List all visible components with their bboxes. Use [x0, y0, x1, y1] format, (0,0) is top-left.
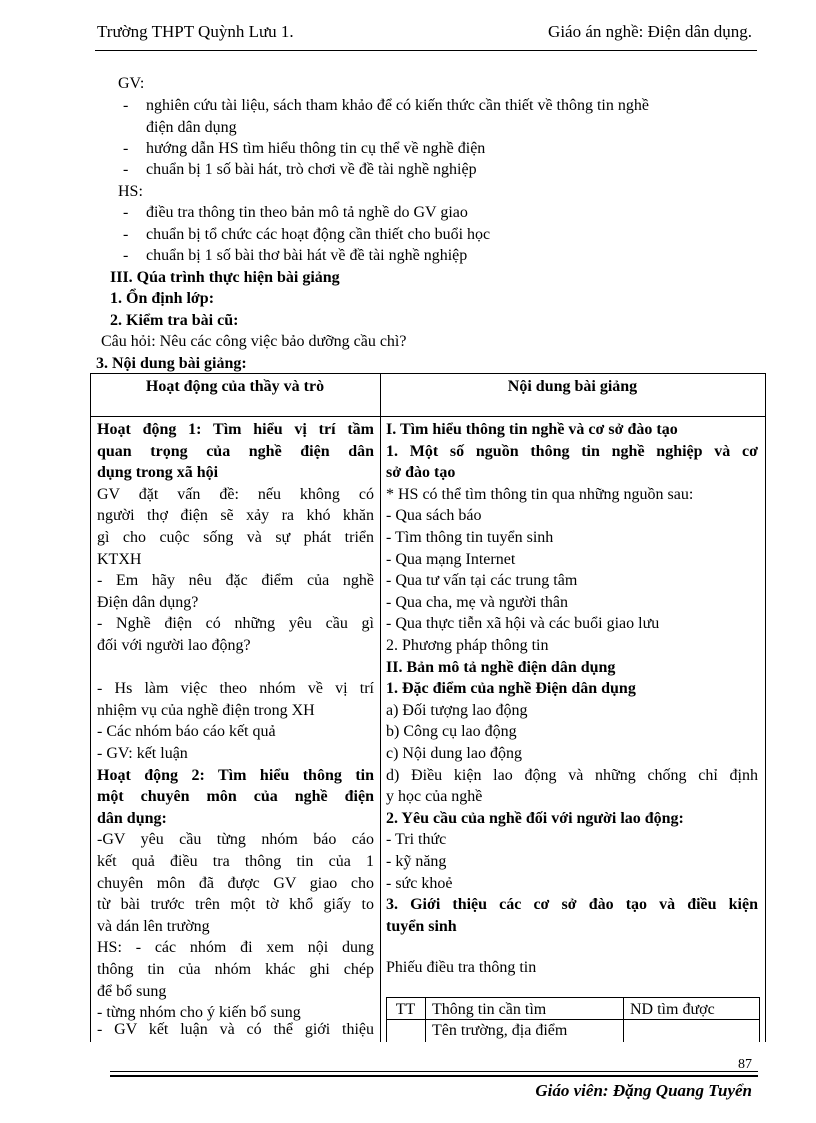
subsection-3: 3. Nội dung bài giảng:: [96, 355, 247, 372]
survey-row-school: Tên trường, địa điểm: [432, 1022, 568, 1039]
footer-rule-thick: [110, 1075, 758, 1077]
right-line: * HS có thể tìm thông tin qua những nguồn sau:: [386, 485, 694, 503]
right-line: - sức khoẻ: [386, 874, 453, 892]
left-line: - GV kết luận và có thể giới thiệu: [97, 1021, 374, 1038]
left-line: gì cho cuộc sống và sự phát triển: [97, 529, 374, 546]
left-line: quan trọng của nghề điện dân: [97, 442, 374, 460]
footer-rule: [110, 1071, 758, 1072]
section-3-title: III. Qúa trình thực hiện bài giảng: [110, 269, 340, 286]
left-line: và dán lên trường: [97, 917, 210, 935]
header-school: Trường THPT Quỳnh Lưu 1.: [97, 22, 294, 41]
left-line: - Nghề điện có những yêu cầu gì: [97, 615, 374, 633]
review-question: Câu hỏi: Nêu các công việc bảo dưỡng cầu chì?: [101, 333, 407, 350]
right-line: b) Công cụ lao động: [386, 723, 517, 741]
right-line: y học của nghề: [386, 788, 483, 806]
bullet: -: [123, 247, 129, 264]
hs-item-3: chuẩn bị 1 số bài thơ bài hát về đề tài nghề nghiệp: [146, 247, 468, 264]
left-line: - Em hãy nêu đặc điểm của nghề: [97, 572, 374, 590]
left-line: người thợ điện sẽ xảy ra khó khăn: [97, 507, 374, 525]
left-line: - Các nhóm báo cáo kết quả: [97, 723, 276, 741]
bullet: -: [123, 161, 129, 178]
right-line: a) Đối tượng lao động: [386, 701, 528, 719]
left-line: kết quả điều tra thông tin của 1: [97, 853, 374, 870]
page-number: 87: [738, 1057, 752, 1072]
left-line: - Hs làm việc theo nhóm về vị trí: [97, 680, 374, 698]
col-header-activities: Hoạt động của thầy và trò: [145, 378, 325, 395]
right-line: Phiếu điều tra thông tin: [386, 959, 537, 976]
survey-header-result: ND tìm được: [630, 1001, 715, 1018]
bullet: -: [123, 140, 129, 157]
left-line: - GV: kết luận: [97, 745, 188, 762]
left-line: nhiệm vụ của nghề điện trong XH: [97, 701, 315, 719]
hs-item-1: điều tra thông tin theo bản mô tả nghề do GV giao: [146, 204, 468, 221]
right-line: 1. Một số nguồn thông tin nghề nghiệp và cơ: [386, 442, 758, 460]
left-line: -GV yêu cầu từng nhóm báo cáo: [97, 831, 374, 849]
header-rule: [95, 50, 757, 51]
subsection-1: 1. Ổn định lớp:: [110, 290, 215, 307]
table-column-divider: [380, 373, 381, 1042]
right-line: - Qua mạng Internet: [386, 550, 516, 568]
bullet: -: [123, 226, 129, 243]
left-line: đối với người lao động?: [97, 637, 251, 654]
right-line: 2. Yêu cầu của nghề đối với người lao động:: [386, 809, 684, 827]
right-line: II. Bản mô tả nghề điện dân dụng: [386, 658, 616, 676]
survey-header-tt: TT: [395, 1001, 416, 1018]
left-line: từ bài trước trên một tờ khổ giấy to: [97, 896, 374, 914]
right-line: - Qua thực tiễn xã hội và các buổi giao lưu: [386, 615, 660, 633]
right-line: - Qua tư vấn tại các trung tâm: [386, 572, 578, 590]
right-line: 3. Giới thiệu các cơ sở đào tạo và điều kiện: [386, 896, 758, 914]
gv-label: GV:: [118, 75, 145, 92]
right-line: - kỹ năng: [386, 853, 447, 870]
teacher-name: Giáo viên: Đặng Quang Tuyển: [535, 1081, 752, 1100]
right-line: d) Điều kiện lao động và những chống chỉ định: [386, 766, 758, 784]
right-line: sở đào tạo: [386, 464, 456, 482]
survey-header-info: Thông tin cần tìm: [432, 1001, 547, 1018]
left-line: để bổ sung: [97, 982, 167, 1000]
bullet: -: [123, 97, 129, 114]
left-line: chuyên môn đã được GV giao cho: [97, 874, 374, 892]
right-line: 1. Đặc điểm của nghề Điện dân dụng: [386, 680, 636, 698]
table-header-divider: [90, 416, 766, 417]
subsection-2: 2. Kiểm tra bài cũ:: [110, 312, 239, 329]
col-header-content: Nội dung bài giảng: [507, 378, 638, 395]
right-line: - Tìm thông tin tuyển sinh: [386, 529, 554, 546]
left-line: - từng nhóm cho ý kiến bổ sung: [97, 1004, 301, 1022]
right-line: 2. Phương pháp thông tin: [386, 637, 549, 654]
right-line: - Tri thức: [386, 831, 447, 849]
gv-item-1-cont: điện dân dụng: [146, 119, 237, 136]
gv-item-1: nghiên cứu tài liệu, sách tham khảo để có kiến thức cần thiết về thông tin nghề: [146, 97, 649, 114]
left-line: Hoạt động 2: Tìm hiểu thông tin: [97, 766, 374, 784]
right-line: I. Tìm hiểu thông tin nghề và cơ sở đào tạo: [386, 421, 678, 438]
right-line: - Qua cha, mẹ và người thân: [386, 593, 568, 611]
hs-item-2: chuẩn bị tổ chức các hoạt động cần thiết cho buổi học: [146, 226, 491, 243]
right-line: - Qua sách báo: [386, 507, 482, 525]
left-line: Điện dân dụng?: [97, 593, 199, 611]
right-line: c) Nội dung lao động: [386, 745, 522, 762]
left-line: KTXH: [97, 550, 142, 568]
right-line: tuyển sinh: [386, 917, 457, 935]
left-line: GV đặt vấn đề: nếu không có: [97, 485, 374, 503]
left-line: Hoạt động 1: Tìm hiểu vị trí tầm: [97, 421, 374, 438]
gv-item-3: chuẩn bị 1 số bài hát, trò chơi về đề tài nghề nghiệp: [146, 161, 477, 178]
gv-item-2: hướng dẫn HS tìm hiểu thông tin cụ thể về nghề điện: [146, 140, 486, 157]
left-line: thông tin của nhóm khác ghi chép: [97, 961, 374, 978]
header-subject: Giáo án nghề: Điện dân dụng.: [548, 22, 752, 41]
hs-label: HS:: [118, 183, 143, 200]
left-line: dụng trong xã hội: [97, 464, 219, 482]
bullet: -: [123, 204, 129, 221]
left-line: một chuyên môn của nghề điện: [97, 788, 374, 806]
left-line: dân dụng:: [97, 809, 167, 827]
left-line: HS: - các nhóm đi xem nội dung: [97, 939, 374, 957]
